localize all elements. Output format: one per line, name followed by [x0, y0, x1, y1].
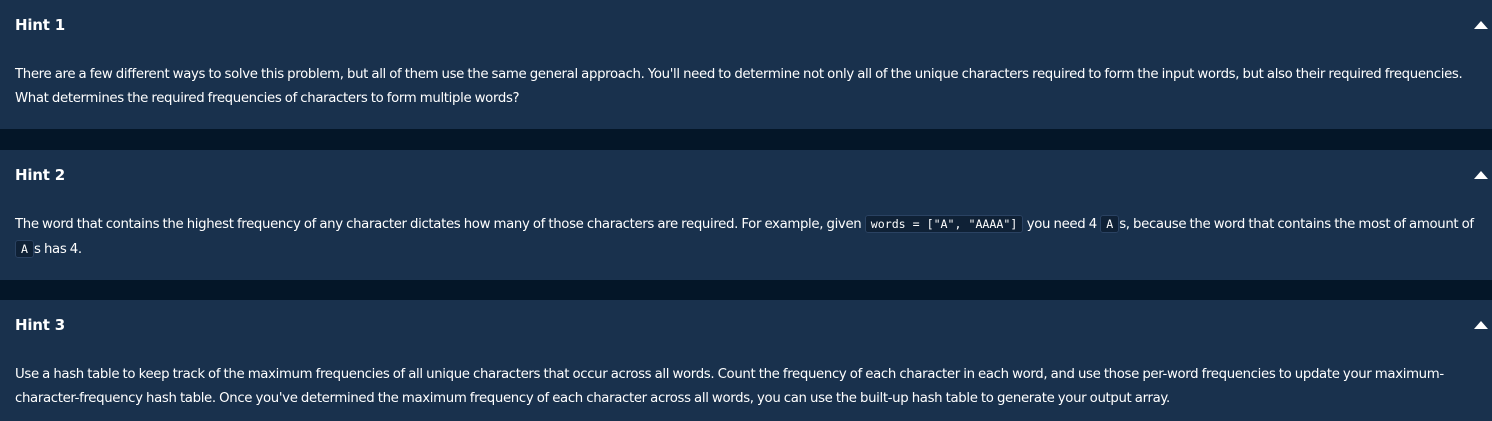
hint-2-text: s has 4.	[33, 242, 82, 257]
hint-3-title: Hint 3	[15, 316, 66, 334]
hint-panel-3	[0, 300, 1492, 421]
inline-code: A	[15, 240, 34, 258]
hint-3-header[interactable]	[0, 300, 1492, 350]
hint-1-body: There are a few different ways to solve this problem, but all of them use the same general approach. You'll need to determine not only all of the unique characters required to form the input words, but also their required frequencies. What determines the required frequencies of characters to form multiple words?	[15, 67, 1463, 106]
hint-panel-2	[0, 150, 1492, 280]
hint-2-text: you need 4	[1026, 217, 1097, 232]
caret-up-icon[interactable]	[1473, 320, 1489, 330]
hint-2-title: Hint 2	[15, 166, 66, 184]
caret-up-icon[interactable]	[1473, 20, 1489, 30]
caret-up-icon[interactable]	[1473, 170, 1489, 180]
hint-2-text: s, because the word that contains the most of amount of	[1119, 217, 1474, 232]
hint-2-body	[15, 212, 1485, 262]
hint-1-header[interactable]	[0, 0, 1492, 50]
hint-2-header[interactable]	[0, 150, 1492, 200]
hint-3-body: Use a hash table to keep track of the maximum frequencies of all unique characters that occur across all words. Count the frequency of each character in each word, and use those per-word frequencies to update your maximum-character-frequency hash table. Once you've determined the maximum frequency of each character across all words, you can use the built-up hash table to generate your output array.	[15, 367, 1444, 406]
hint-panel-1	[0, 0, 1492, 129]
hint-2-text: The word that contains the highest frequency of any character dictates how many of those characters are required. For example, given	[15, 217, 862, 232]
hint-1-title: Hint 1	[15, 16, 66, 34]
inline-code: words = ["A", "AAAA"]	[865, 215, 1024, 233]
inline-code: A	[1100, 215, 1119, 233]
